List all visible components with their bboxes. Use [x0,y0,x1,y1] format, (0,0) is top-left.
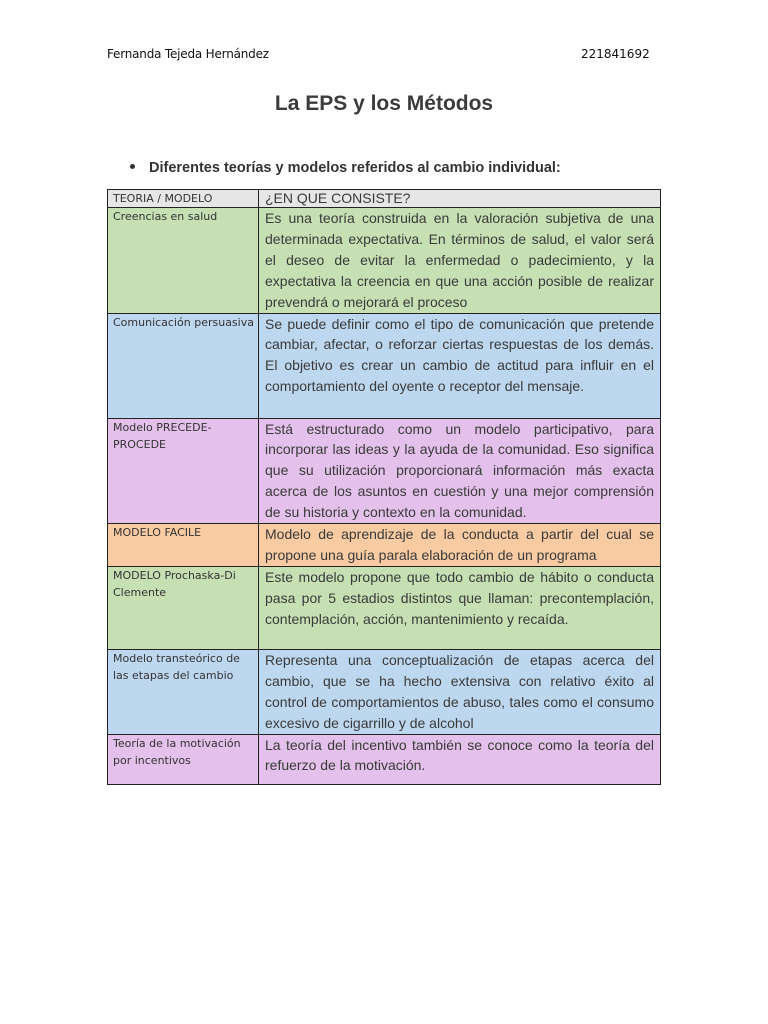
table-row [108,524,661,567]
row-description: Modelo de aprendizaje de la conducta a partir del cual se propone una guía parala elaboración de un programa [259,524,661,567]
bullet-icon [130,164,135,169]
table-row [108,566,661,649]
row-description: Este modelo propone que todo cambio de hábito o conducta pasa por 5 estadios distintos que llaman: precontemplación, contemplación, acción, mantenimiento y recaída. [259,566,661,649]
table-header-row [108,190,661,208]
document-title: La EPS y los Métodos [274,92,494,115]
bullet-item [130,160,561,176]
row-model: MODELO FACILE [108,524,259,567]
author-name: Fernanda Tejeda Hernández [107,47,269,61]
row-description: Está estructurado como un modelo participativo, para incorporar las ideas y la ayuda de la comunidad. Eso significa que su utilización proporcionará información más exacta acerca de los asuntos en cuestión y una mejor comprensión de su historia y contexto en la comunidad. [259,418,661,524]
bullet-text: Diferentes teorías y modelos referidos al cambio individual: [149,160,561,176]
table-row [108,418,661,524]
row-description: Representa una conceptualización de etapas acerca del cambio, que se ha hecho extensiva con relativo éxito al control de comportamientos de abuso, tales como el consumo excesivo de cigarrillo y de alcohol [259,649,661,734]
table-row [108,649,661,734]
theories-table [107,189,661,785]
header-model: TEORIA / MODELO [108,190,259,208]
row-model: Teoría de la motivación por incentivos [108,734,259,784]
row-model: MODELO Prochaska-Di Clemente [108,566,259,649]
row-description: Se puede definir como el tipo de comunicación que pretende cambiar, afectar, o reforzar ciertas respuestas de los demás. El objetivo es crear un cambio de actitud para influir en el comportamiento del oyente o receptor del mensaje. [259,313,661,418]
header-description: ¿EN QUE CONSISTE? [259,190,661,208]
row-model: Comunicación persuasiva [108,313,259,418]
row-description: Es una teoría construida en la valoración subjetiva de una determinada expectativa. En términos de salud, el valor será el deseo de evitar la enfermedad o padecimiento, y la expectativa la creencia en que una acción posible de realizar prevendrá o mejorará el proceso [259,208,661,314]
row-model: Modelo transteórico de las etapas del cambio [108,649,259,734]
student-id: 221841692 [581,47,650,61]
table-row [108,208,661,314]
row-model: Modelo PRECEDE-PROCEDE [108,418,259,524]
row-model: Creencias en salud [108,208,259,314]
row-description: La teoría del incentivo también se conoce como la teoría del refuerzo de la motivación. [259,734,661,784]
table-row [108,734,661,784]
table-row [108,313,661,418]
